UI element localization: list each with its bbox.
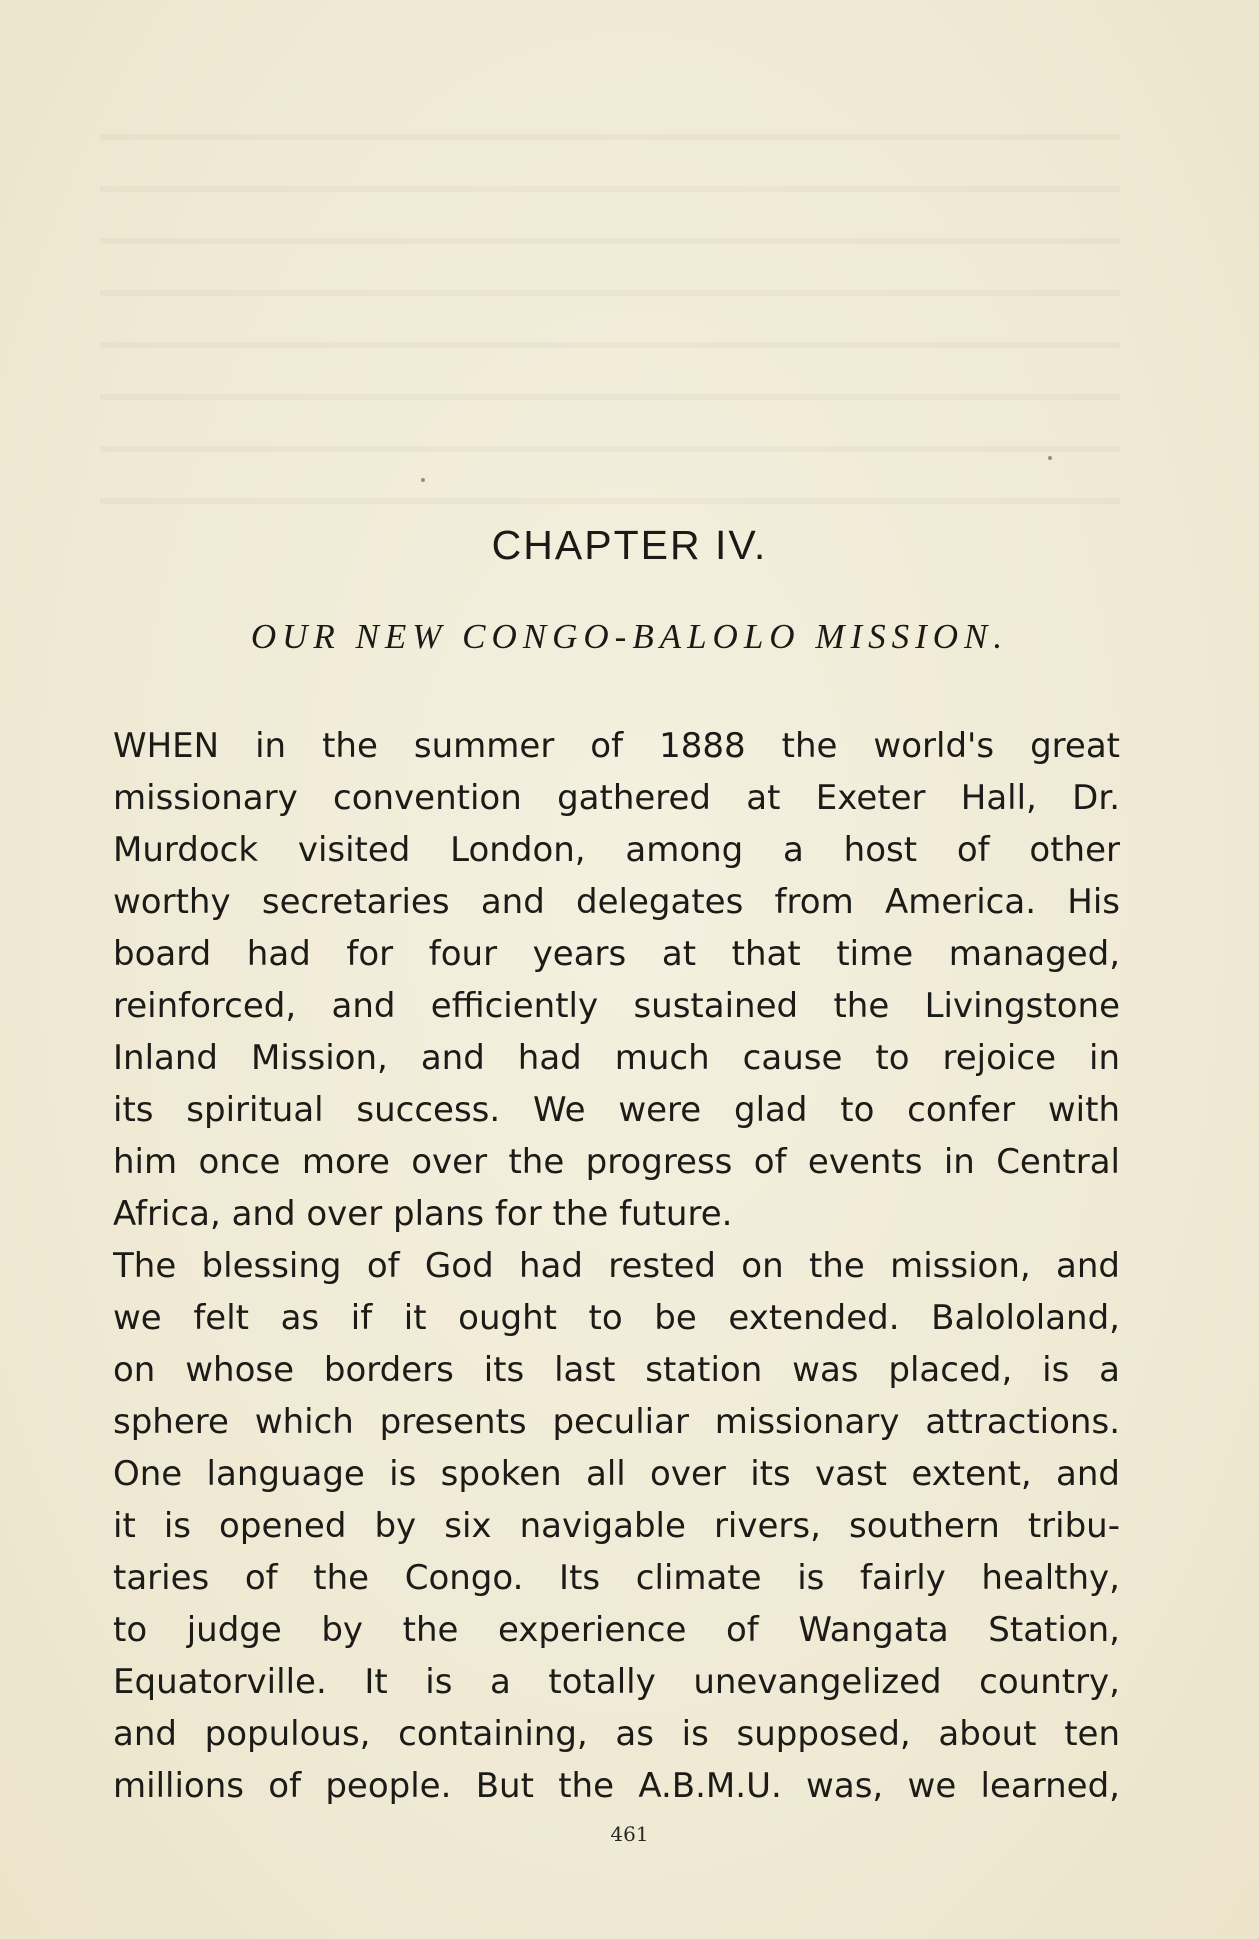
text-line: taries of the Congo. Its climate is fairly healthy, xyxy=(113,1558,1120,1598)
text-line: on whose borders its last station was placed, is a xyxy=(113,1350,1120,1390)
text-line: Inland Mission, and had much cause to rejoice in xyxy=(113,1038,1120,1078)
text-line: its spiritual success. We were glad to confer with xyxy=(113,1090,1120,1130)
text-line: we felt as if it ought to be extended. Balololand, xyxy=(113,1298,1120,1338)
text-line: Equatorville. It is a totally unevangelized country, xyxy=(113,1662,1120,1702)
speck xyxy=(1048,456,1052,460)
bleed-through-texture xyxy=(100,100,1120,520)
chapter-heading: CHAPTER IV. xyxy=(491,522,768,568)
chapter-title: OUR NEW CONGO-BALOLO MISSION. xyxy=(250,617,1009,656)
text-line: to judge by the experience of Wangata Station, xyxy=(113,1610,1120,1650)
text-line: it is opened by six navigable rivers, southern tribu- xyxy=(113,1506,1120,1546)
text-line: sphere which presents peculiar missionary attractions. xyxy=(113,1402,1120,1442)
text-line: Africa, and over plans for the future. xyxy=(113,1194,733,1234)
speck xyxy=(421,478,425,482)
page-number: 461 xyxy=(610,1822,649,1846)
text-line: reinforced, and efficiently sustained the Livingstone xyxy=(113,986,1120,1026)
text-line: millions of people. But the A.B.M.U. was, we learned, xyxy=(113,1766,1120,1806)
text-line: WHEN in the summer of 1888 the world's great xyxy=(113,726,1120,766)
text-line: and populous, containing, as is supposed, about ten xyxy=(113,1714,1120,1754)
text-line: missionary convention gathered at Exeter Hall, Dr. xyxy=(113,778,1120,818)
body-text xyxy=(113,720,1120,1812)
text-line: Murdock visited London, among a host of other xyxy=(113,830,1120,870)
text-line: him once more over the progress of events in Central xyxy=(113,1142,1120,1182)
text-line: The blessing of God had rested on the mission, and xyxy=(113,1246,1120,1286)
text-line: worthy secretaries and delegates from America. His xyxy=(113,882,1120,922)
text-line: board had for four years at that time managed, xyxy=(113,934,1120,974)
text-line: One language is spoken all over its vast extent, and xyxy=(113,1454,1120,1494)
